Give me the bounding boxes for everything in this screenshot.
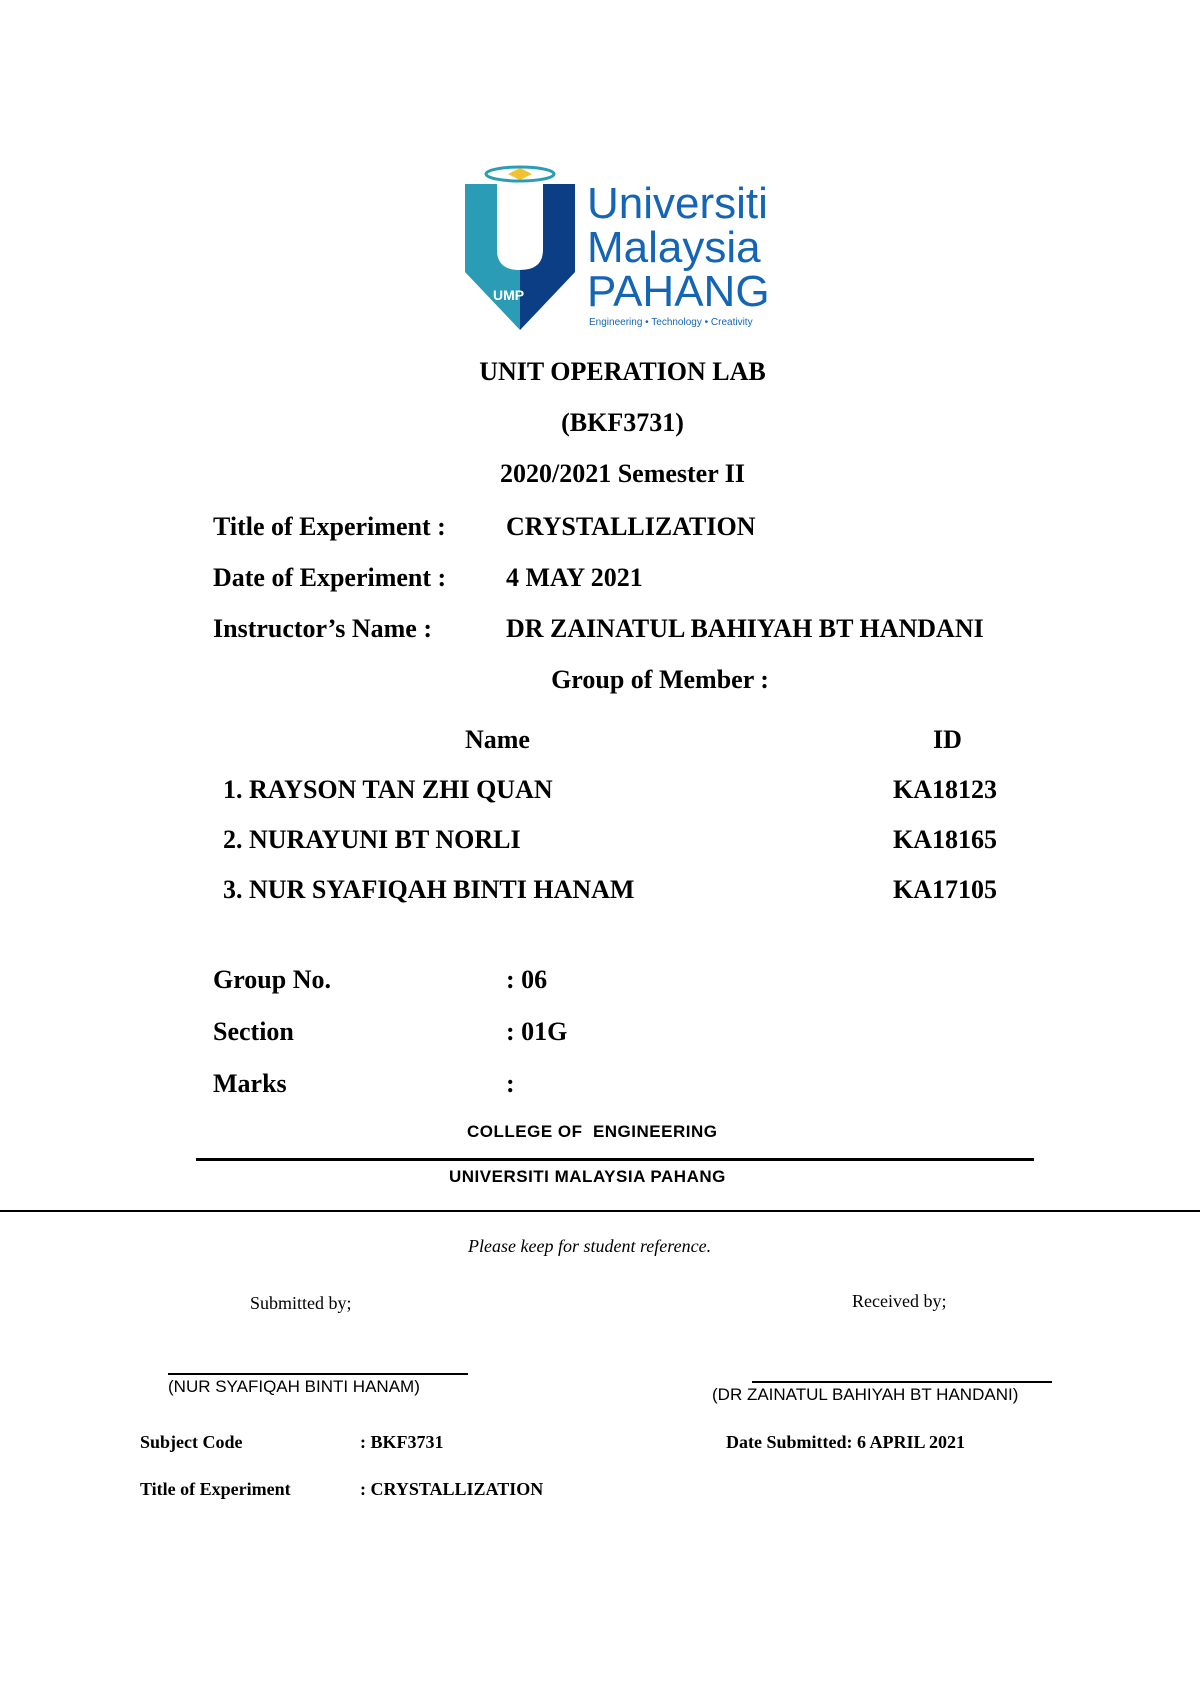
subject-code-value: : BKF3731 xyxy=(360,1432,444,1452)
instructor-signature-line xyxy=(752,1381,1052,1383)
members-name-header: Name xyxy=(465,725,530,754)
semester: 2020/2021 Semester II xyxy=(499,459,746,488)
student-signature-name: (NUR SYAFIQAH BINTI HANAM) xyxy=(168,1377,420,1396)
instructor-signature-name: (DR ZAINATUL BAHIYAH BT HANDANI) xyxy=(712,1385,1019,1404)
detail-value-instructor: DR ZAINATUL BAHIYAH BT HANDANI xyxy=(506,614,984,643)
subject-code-label: Subject Code xyxy=(140,1432,243,1452)
reference-note: Please keep for student reference. xyxy=(468,1236,712,1256)
student-signature-line xyxy=(168,1373,468,1375)
info-value-group: : 06 xyxy=(506,965,548,994)
group-heading: Group of Member : xyxy=(551,665,769,694)
detail-value-date: 4 MAY 2021 xyxy=(506,563,643,592)
date-submitted: Date Submitted: 6 APRIL 2021 xyxy=(726,1432,966,1452)
detail-label-date: Date of Experiment : xyxy=(213,563,447,592)
slip-title-value: : CRYSTALLIZATION xyxy=(360,1479,544,1499)
cut-line xyxy=(0,1210,1200,1212)
member-id: KA18123 xyxy=(893,775,997,804)
course-title: UNIT OPERATION LAB xyxy=(479,357,766,386)
college-name: COLLEGE OF ENGINEERING xyxy=(467,1122,718,1141)
member-name: 2. NURAYUNI BT NORLI xyxy=(223,825,521,854)
detail-label-instructor: Instructor’s Name : xyxy=(213,614,433,643)
logo-line-1: Universiti xyxy=(587,179,768,228)
submitted-by-label: Submitted by; xyxy=(250,1293,352,1313)
footer-rule xyxy=(196,1158,1034,1161)
logo-tagline: Engineering • Technology • Creativity xyxy=(589,317,753,328)
logo-badge: UMP xyxy=(493,287,525,303)
member-id: KA18165 xyxy=(893,825,997,854)
received-by-label: Received by; xyxy=(852,1291,947,1311)
info-label-marks: Marks xyxy=(213,1069,287,1098)
detail-label-title: Title of Experiment : xyxy=(213,512,446,541)
detail-value-title: CRYSTALLIZATION xyxy=(506,512,756,541)
ump-shield-icon xyxy=(463,162,588,332)
member-name: 1. RAYSON TAN ZHI QUAN xyxy=(223,775,553,804)
info-label-group: Group No. xyxy=(213,965,331,994)
info-label-section: Section xyxy=(213,1017,294,1046)
university-logo xyxy=(463,162,783,337)
info-value-marks: : xyxy=(506,1069,515,1098)
member-name: 3. NUR SYAFIQAH BINTI HANAM xyxy=(223,875,635,904)
slip-title-label: Title of Experiment xyxy=(140,1479,291,1499)
member-id: KA17105 xyxy=(893,875,997,904)
info-value-section: : 01G xyxy=(506,1017,568,1046)
members-id-header: ID xyxy=(933,725,962,754)
logo-line-3: PAHANG xyxy=(587,267,770,316)
university-name: UNIVERSITI MALAYSIA PAHANG xyxy=(449,1167,726,1186)
logo-line-2: Malaysia xyxy=(587,223,761,272)
course-code: (BKF3731) xyxy=(561,408,684,437)
